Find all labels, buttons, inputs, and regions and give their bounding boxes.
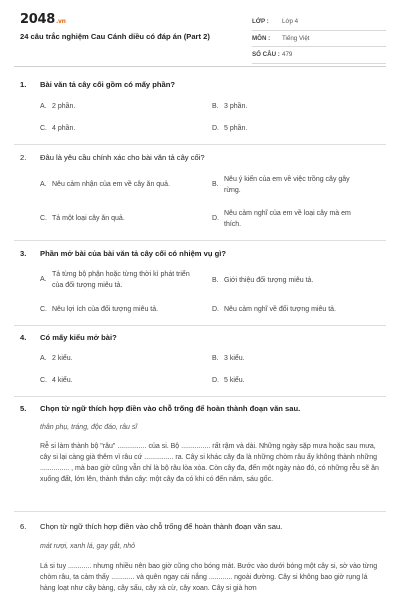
question-header <box>20 249 380 258</box>
option-text: Nêu cảm nghĩ của em về loại cây mà em thích. <box>224 210 351 228</box>
question-text: Chọn từ ngữ thích hợp điền vào chỗ trống để hoàn thành đoạn văn sau. <box>40 522 283 531</box>
option-c[interactable] <box>40 214 125 225</box>
option-text: 3 kiểu. <box>224 355 245 362</box>
option-text: 2 kiểu. <box>52 355 73 362</box>
document-title: 24 câu trắc nghiệm Cau Cánh diều có đáp án (Part 2) <box>20 32 210 41</box>
question-text: Bài văn tả cây cối gồm có mấy phần? <box>40 80 176 89</box>
question-6 <box>20 522 380 531</box>
question-header <box>20 522 380 531</box>
option-b[interactable] <box>212 354 245 365</box>
option-letter: B. <box>212 355 219 362</box>
option-text: Nêu lợi ích của đối tượng miêu tả. <box>52 306 159 313</box>
question-header <box>20 80 380 89</box>
question-text: Phần mở bài của bài văn tả cây cối có nhiệm vụ gì? <box>40 249 227 258</box>
question-divider <box>14 325 386 326</box>
word-bank: mát rượi, xanh lá, gay gắt, nhỏ <box>40 543 136 550</box>
option-text: Nêu ý kiến của em về việc trồng cây gây rừng. <box>224 176 350 194</box>
question-number: 3. <box>20 249 27 258</box>
option-c[interactable] <box>40 124 75 135</box>
question-4 <box>20 333 380 342</box>
option-a[interactable] <box>40 270 200 291</box>
question-divider <box>14 240 386 241</box>
option-letter: A. <box>40 355 47 362</box>
meta-row-class <box>252 14 386 31</box>
option-letter: A. <box>40 181 47 188</box>
option-d[interactable] <box>212 305 336 316</box>
option-letter: C. <box>40 377 47 384</box>
question-divider <box>14 396 386 397</box>
logo-suffix-text: .vn <box>55 18 66 25</box>
option-a[interactable] <box>40 102 75 113</box>
option-text: 4 phần. <box>52 125 76 132</box>
option-b[interactable] <box>212 175 364 196</box>
option-text: 3 phần. <box>224 103 248 110</box>
question-2 <box>20 153 380 162</box>
option-d[interactable] <box>212 124 247 135</box>
question-1 <box>20 80 380 89</box>
document-meta <box>252 14 386 64</box>
option-text: 4 kiểu. <box>52 377 73 384</box>
question-text: Có mấy kiểu mở bài? <box>40 333 117 342</box>
option-a[interactable] <box>40 180 170 191</box>
option-text: Nêu cảm nghĩ về đối tượng miêu tả. <box>224 306 336 313</box>
option-text: 2 phần. <box>52 103 76 110</box>
option-b[interactable] <box>212 276 313 287</box>
question-header <box>20 333 380 342</box>
meta-key: SỐ CÂU : <box>252 51 280 59</box>
option-letter: D. <box>212 377 219 384</box>
option-letter: C. <box>40 306 47 313</box>
option-text: 5 phần. <box>224 125 248 132</box>
option-a[interactable] <box>40 354 73 365</box>
passage-text: Lá si tuy ............ nhưng nhiều nên bao giờ cũng cho bóng mát. Bước vào dưới bóng một cây si, sờ vào từng chòm râu, ta cảm thấy ............ và quên ngay cái nắng ............ ngoài đường. Cây si không bao giờ rụng lá hàng loạt như cây bàng, cây sấu, cây xà cừ, cây xoan. Cây si già hơn <box>40 563 378 592</box>
question-number: 5. <box>20 404 27 413</box>
question-header <box>20 153 380 162</box>
option-text: Giới thiệu đối tượng miêu tả. <box>224 277 314 284</box>
option-letter: C. <box>40 215 47 222</box>
question-divider <box>14 144 386 145</box>
option-text: Tả một loại cây ăn quả. <box>52 215 125 222</box>
option-letter: D. <box>212 306 219 313</box>
question-number: 4. <box>20 333 27 342</box>
question-5 <box>20 404 380 413</box>
option-text: Tả từng bộ phận hoặc từng thời kì phát triển của đối tượng miêu tả. <box>52 271 190 289</box>
question-number: 2. <box>20 153 27 162</box>
meta-value: Tiếng Việt <box>282 34 310 42</box>
word-bank: thân phụ, tráng, độc đáo, râu sĩ <box>40 424 137 431</box>
question-text: Đâu là yêu cầu chính xác cho bài văn tả cây cối? <box>40 153 205 162</box>
meta-key: MÔN : <box>252 34 271 42</box>
option-letter: A. <box>40 276 47 284</box>
question-number: 1. <box>20 80 27 89</box>
meta-value: 479 <box>282 51 293 59</box>
question-text: Chọn từ ngữ thích hợp điền vào chỗ trống để hoàn thành đoạn văn sau. <box>40 404 301 413</box>
option-text: Nêu cảm nhận của em về cây ăn quả. <box>52 181 170 188</box>
option-letter: B. <box>212 103 219 110</box>
option-letter: B. <box>212 277 219 284</box>
meta-row-subject <box>252 31 386 48</box>
header-divider <box>14 66 386 67</box>
option-d[interactable] <box>212 376 245 387</box>
passage-text: Rễ si làm thành bộ "râu" ............... của si. Bộ ............... rất rậm và dài. Những ngày sặp mưa hoặc sau mưa, cây si lại càng già thêm vì râu cứ ............... ra. Cây si khác cây đa là những chòm râu ấy không thành những ............... , mà bao giờ cũng vẫn chỉ là bộ râu lòa xòa. Còn cây đa, đến một ngày nào đó, có những rễu sẽ ăn xuống đất, lớn lên, thành thân cây: một cây đa có khi có đến năm, sáu gốc. <box>40 443 379 483</box>
question-3 <box>20 249 380 258</box>
logo-main-text: 2048 <box>20 12 55 27</box>
option-c[interactable] <box>40 305 158 316</box>
question-divider <box>14 511 386 512</box>
meta-value: Lớp 4 <box>282 18 299 26</box>
question-header <box>20 404 380 413</box>
option-text: 5 kiểu. <box>224 377 245 384</box>
meta-key: LỚP : <box>252 18 269 26</box>
option-letter: B. <box>212 181 219 189</box>
option-c[interactable] <box>40 376 73 387</box>
option-letter: C. <box>40 125 47 132</box>
meta-row-count <box>252 47 386 64</box>
option-letter: A. <box>40 103 47 110</box>
option-letter: D. <box>212 125 219 132</box>
option-d[interactable] <box>212 209 364 230</box>
question-number: 6. <box>20 522 27 531</box>
option-b[interactable] <box>212 102 247 113</box>
site-logo[interactable] <box>20 12 66 27</box>
option-letter: D. <box>212 215 219 223</box>
